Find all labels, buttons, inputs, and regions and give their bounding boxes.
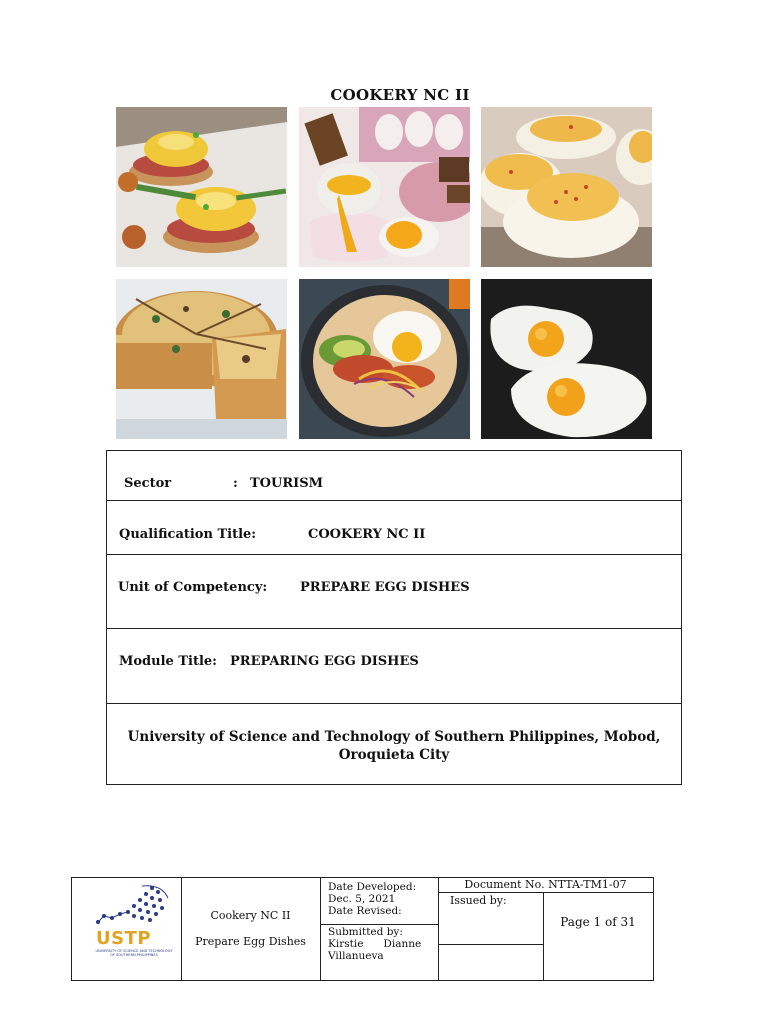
- module-row: [107, 629, 681, 704]
- sector-label: Sector: [124, 476, 172, 491]
- module-name: Prepare Egg Dishes: [195, 935, 306, 948]
- sector-separator: :: [233, 476, 238, 491]
- submitted-by-label: Submitted by:: [328, 926, 403, 938]
- logo-text: USTP: [96, 928, 152, 949]
- module-info-table: [106, 450, 682, 785]
- submitted-by-name-line1: Kirstie Dianne: [328, 938, 422, 950]
- eggs-benedict-photo: [116, 107, 287, 267]
- document-footer-table: [71, 877, 654, 981]
- unit-value: PREPARE EGG DISHES: [300, 580, 470, 595]
- unit-label: Unit of Competency:: [118, 580, 268, 595]
- document-title: COOKERY NC II: [330, 86, 470, 104]
- course-cell: [181, 878, 320, 980]
- institution-line-2: Oroquieta City: [338, 747, 450, 763]
- unit-row: [107, 555, 681, 629]
- quiche-photo: [116, 279, 287, 439]
- deviled-eggs-photo: [481, 107, 652, 267]
- ustp-logo: [72, 878, 181, 980]
- institution-row: [107, 704, 681, 786]
- module-label: Module Title:: [119, 654, 217, 669]
- egg-tostada-photo: [299, 279, 470, 439]
- institution-line-1: University of Science and Technology of Southern Philippines, Mobod,: [127, 729, 661, 745]
- sector-row: [107, 451, 681, 501]
- date-revised-label: Date Revised:: [328, 905, 402, 917]
- sector-value: TOURISM: [250, 476, 323, 491]
- page-number: Page 1 of 31: [560, 915, 636, 929]
- date-developed-label: Date Developed:: [328, 881, 417, 893]
- issued-by-label: Issued by:: [450, 894, 507, 907]
- qualification-value: COOKERY NC II: [308, 527, 426, 542]
- qualification-label: Qualification Title:: [119, 527, 257, 542]
- module-value: PREPARING EGG DISHES: [230, 654, 419, 669]
- logo-subtext: UNIVERSITY OF SCIENCE AND TECHNOLOGY OF SOUTHERN PHILIPPINES: [95, 949, 173, 957]
- course-name: Cookery NC II: [210, 909, 291, 922]
- submitted-cell: [328, 926, 434, 962]
- date-developed-value: Dec. 5, 2021: [328, 893, 396, 905]
- fried-eggs-photo: [481, 279, 652, 439]
- dates-cell: [328, 881, 438, 917]
- soft-boiled-egg-photo: [299, 107, 470, 267]
- qualification-row: [107, 501, 681, 555]
- submitted-by-name-line2: Villanueva: [328, 950, 384, 962]
- document-number: Document No. NTTA-TM1-07: [464, 878, 627, 891]
